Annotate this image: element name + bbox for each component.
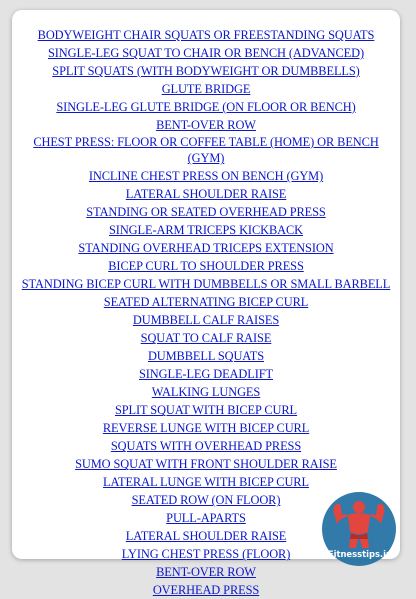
exercise-link[interactable]: GLUTE BRIDGE [161, 82, 251, 96]
exercise-link[interactable]: STANDING OR SEATED OVERHEAD PRESS [86, 205, 326, 220]
exercise-link[interactable]: SINGLE-LEG SQUAT TO CHAIR OR BENCH (ADVANCED) [47, 46, 365, 60]
exercise-link[interactable]: OVERHEAD PRESS [152, 583, 260, 598]
list-item [12, 62, 400, 80]
exercise-link[interactable]: STANDING BICEP CURL WITH DUMBBELLS OR SMALL BARBELL [21, 277, 391, 292]
exercise-link[interactable]: LATERAL LUNGE WITH BICEP CURL [103, 475, 309, 490]
exercise-link[interactable]: BICEP CURL TO SHOULDER PRESS [108, 259, 304, 274]
list-item [12, 134, 400, 167]
exercise-link[interactable]: LATERAL SHOULDER RAISE [125, 529, 287, 544]
exercise-link[interactable]: PULL-APARTS [166, 511, 246, 526]
exercise-link[interactable]: SINGLE-LEG GLUTE BRIDGE (ON FLOOR OR BENCH) [56, 100, 356, 114]
list-item [12, 203, 400, 221]
exercise-link[interactable]: BENT-OVER ROW [156, 118, 256, 132]
exercise-link[interactable]: STANDING OVERHEAD TRICEPS EXTENSION [78, 241, 334, 256]
exercise-link[interactable]: LATERAL SHOULDER RAISE [125, 187, 287, 202]
exercise-link[interactable]: SEATED ROW (ON FLOOR) [131, 493, 281, 508]
list-item [12, 419, 400, 437]
list-item [12, 44, 400, 62]
exercise-link[interactable]: CHEST PRESS: FLOOR OR COFFEE TABLE (HOME) OR BENCH (GYM) [33, 135, 379, 166]
list-item [12, 239, 400, 257]
exercise-link[interactable]: DUMBBELL SQUATS [147, 349, 265, 364]
exercise-link[interactable]: SEATED ALTERNATING BICEP CURL [103, 295, 309, 310]
list-item [12, 401, 400, 419]
exercise-link[interactable]: SPLIT SQUAT WITH BICEP CURL [114, 403, 298, 418]
list-item [12, 293, 400, 311]
exercise-link[interactable]: LYING CHEST PRESS (FLOOR) [121, 547, 291, 562]
exercise-link[interactable]: DUMBBELL CALF RAISES [132, 313, 280, 328]
exercise-link[interactable]: SQUATS WITH OVERHEAD PRESS [110, 439, 302, 454]
list-item [12, 26, 400, 44]
list-item [12, 437, 400, 455]
list-item [12, 257, 400, 275]
content-card [12, 10, 400, 598]
exercise-link[interactable]: WALKING LUNGES [151, 385, 261, 400]
list-item [12, 455, 400, 473]
exercise-link[interactable]: SQUAT TO CALF RAISE [140, 331, 272, 346]
exercise-link[interactable]: SUMO SQUAT WITH FRONT SHOULDER RAISE [75, 457, 337, 472]
list-item [12, 383, 400, 401]
fitnesstips-logo [318, 488, 400, 570]
list-item [12, 221, 400, 239]
exercise-link[interactable]: SINGLE-ARM TRICEPS KICKBACK [109, 223, 303, 238]
logo-text: Fitnesstips.ir [327, 549, 391, 559]
list-item [12, 98, 400, 116]
list-item [12, 275, 400, 293]
list-item [12, 329, 400, 347]
list-item [12, 581, 400, 599]
exercise-link[interactable]: SINGLE-LEG DEADLIFT [138, 367, 274, 382]
list-item [12, 185, 400, 203]
exercise-link[interactable]: INCLINE CHEST PRESS ON BENCH (GYM) [88, 169, 324, 184]
list-item [12, 365, 400, 383]
list-item [12, 347, 400, 365]
list-item [12, 311, 400, 329]
exercise-link[interactable]: REVERSE LUNGE WITH BICEP CURL [102, 421, 310, 436]
list-item [12, 116, 400, 134]
list-item [12, 80, 400, 98]
exercise-link[interactable]: BENT-OVER ROW [156, 565, 256, 580]
exercise-link[interactable]: BODYWEIGHT CHAIR SQUATS OR FREESTANDING SQUATS [37, 28, 375, 42]
list-item [12, 167, 400, 185]
exercise-link[interactable]: SPLIT SQUATS (WITH BODYWEIGHT OR DUMBBELLS) [52, 64, 360, 78]
